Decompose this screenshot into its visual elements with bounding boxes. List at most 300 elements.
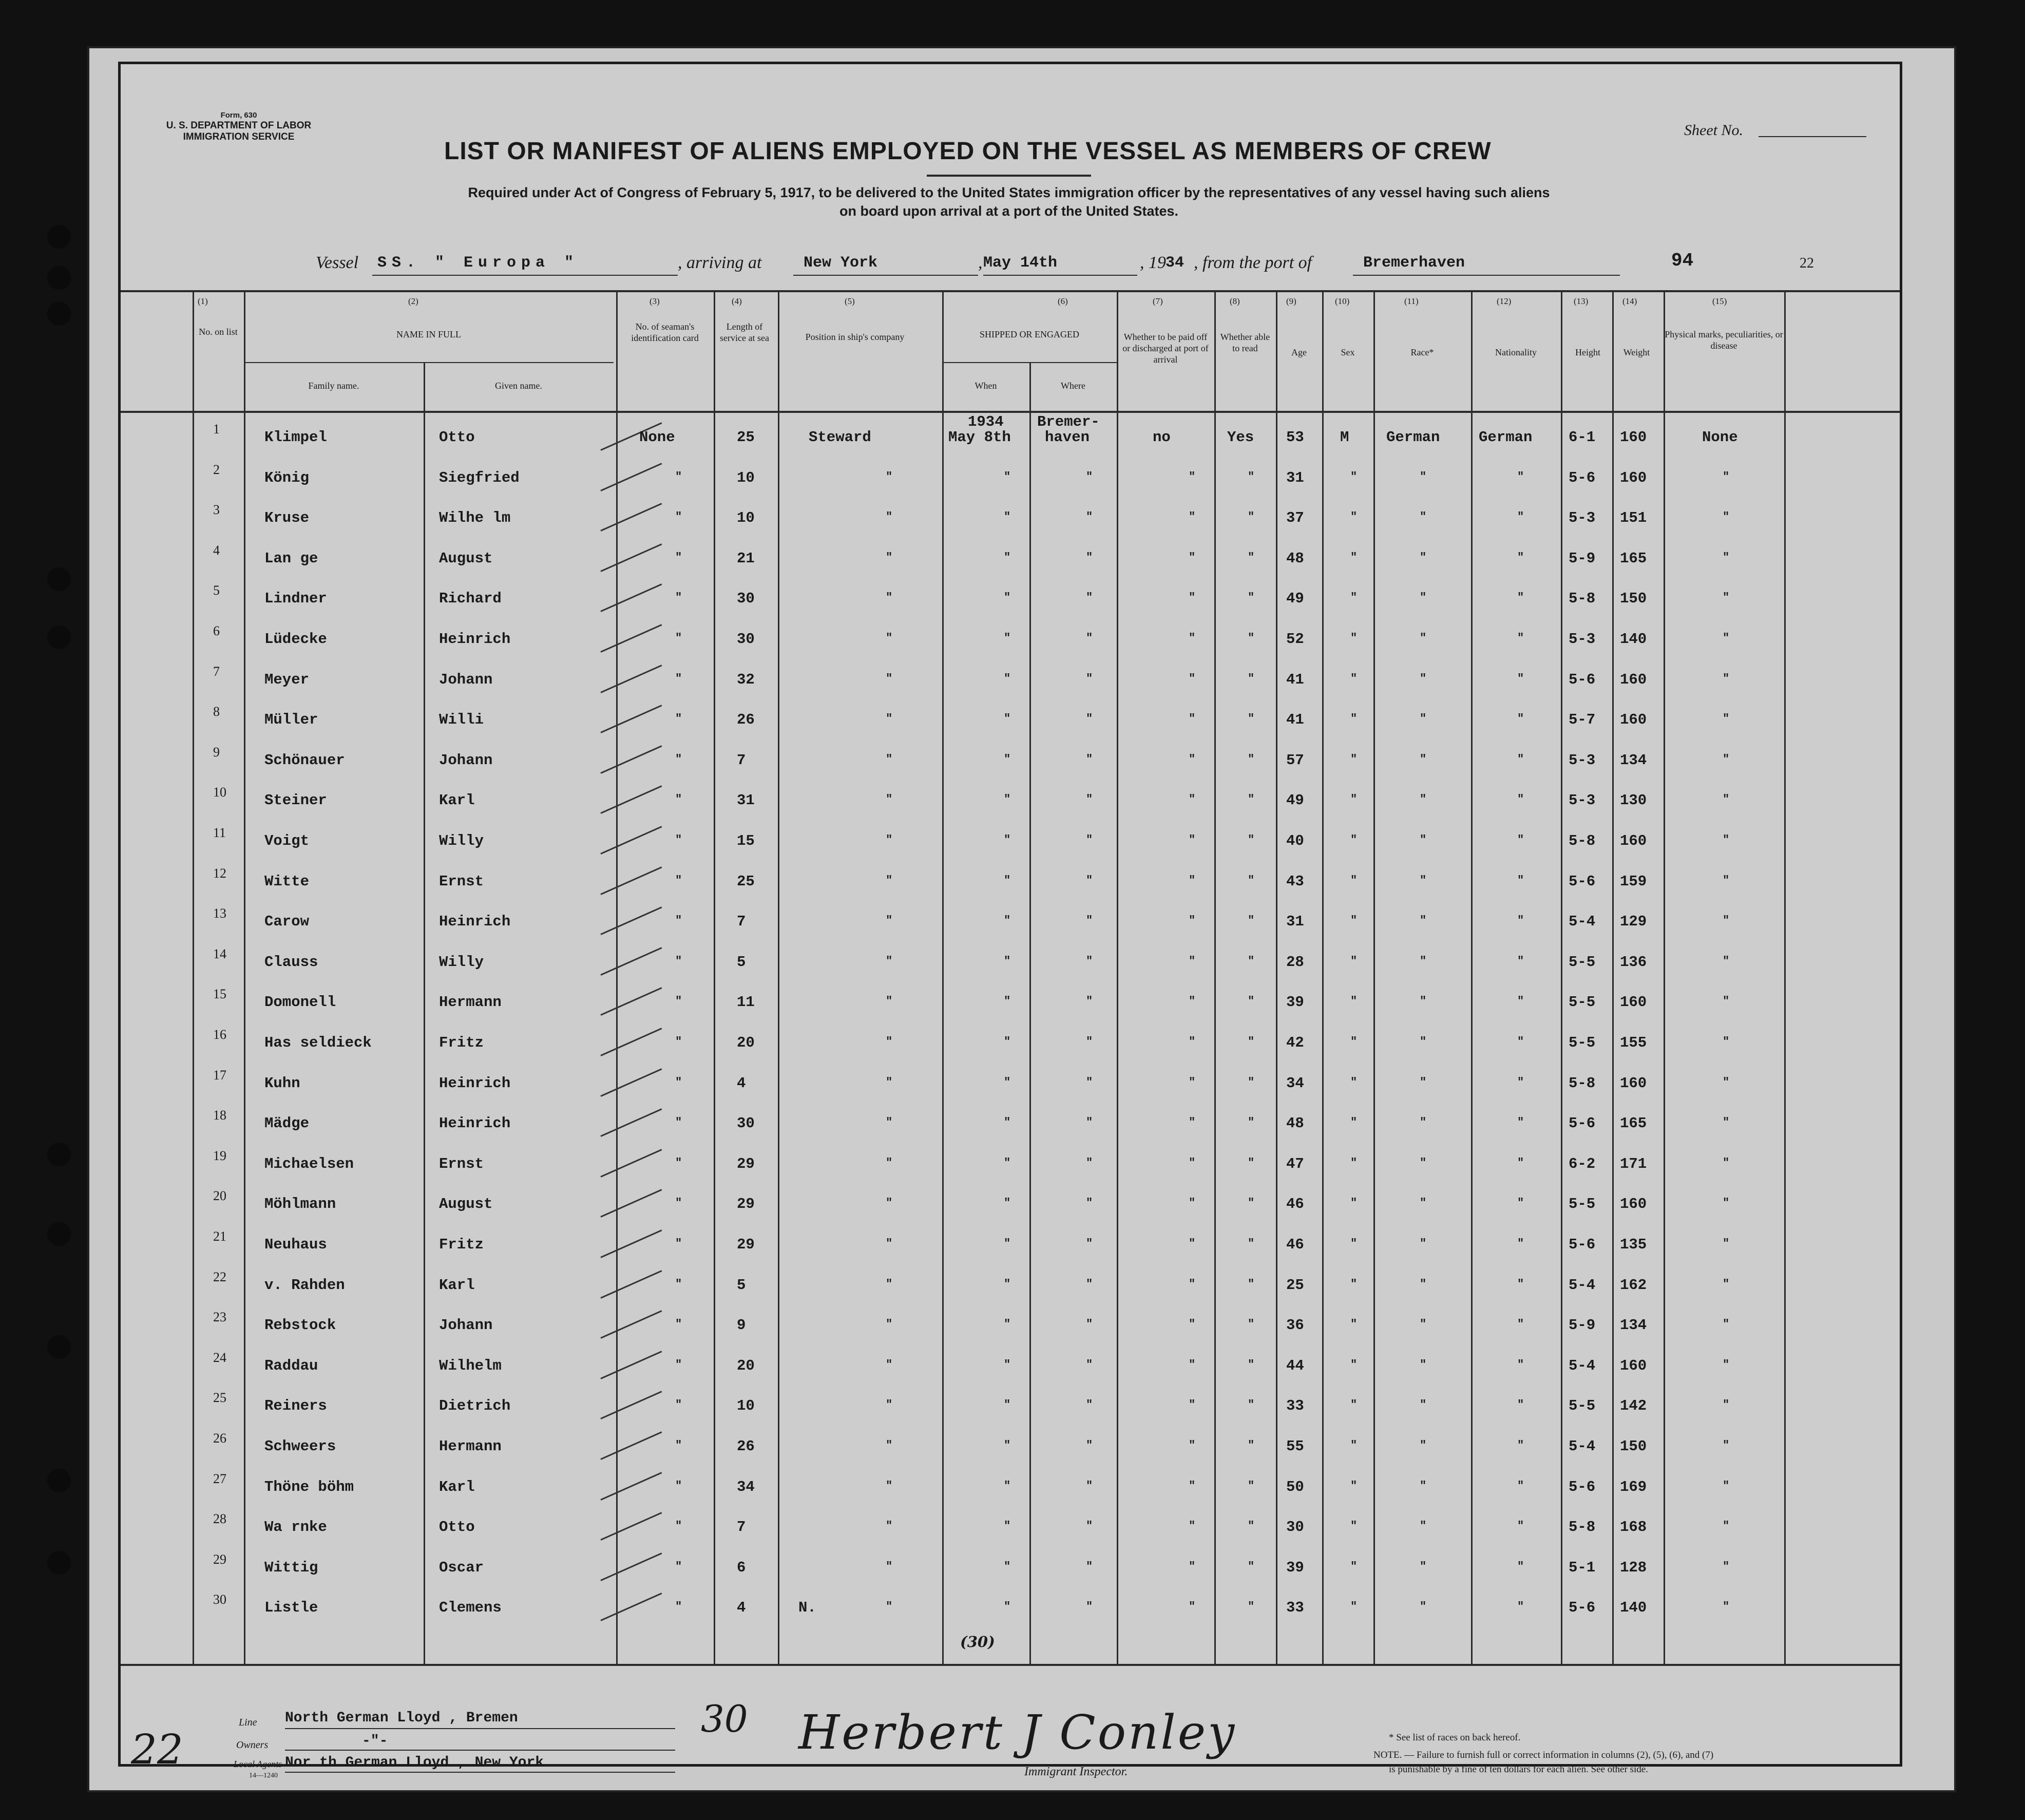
age: 46 bbox=[1286, 1196, 1304, 1212]
form-code: 14—1240 bbox=[249, 1772, 278, 1779]
tick-mark bbox=[600, 1472, 662, 1501]
row-number: 6 bbox=[213, 623, 220, 638]
paid-off-ditto: " bbox=[1189, 914, 1196, 927]
age: 43 bbox=[1286, 873, 1304, 890]
age: 49 bbox=[1286, 590, 1304, 607]
able-to-read-ditto: " bbox=[1248, 632, 1255, 644]
position-ditto: " bbox=[886, 1318, 893, 1331]
position-ditto: " bbox=[886, 914, 893, 927]
physical-marks-ditto: " bbox=[1723, 1398, 1730, 1411]
age: 37 bbox=[1286, 509, 1304, 526]
length-of-service: 34 bbox=[737, 1478, 755, 1495]
binder-hole bbox=[47, 1469, 71, 1492]
height: 5-5 bbox=[1569, 1034, 1596, 1051]
physical-marks-ditto: " bbox=[1723, 1035, 1730, 1048]
paid-off-ditto: " bbox=[1189, 793, 1196, 806]
age: 48 bbox=[1286, 1115, 1304, 1132]
nationality-ditto: " bbox=[1517, 1035, 1524, 1048]
able-to-read-ditto: " bbox=[1248, 1600, 1255, 1613]
row-number: 28 bbox=[213, 1511, 226, 1526]
able-to-read-ditto: " bbox=[1248, 1439, 1255, 1452]
age: 31 bbox=[1286, 913, 1304, 930]
tick-mark bbox=[600, 1270, 662, 1299]
family-name: Neuhaus bbox=[264, 1236, 327, 1253]
race-ditto: " bbox=[1420, 1318, 1427, 1331]
weight: 134 bbox=[1620, 1317, 1647, 1334]
height: 5-6 bbox=[1569, 671, 1596, 688]
family-name: Witte bbox=[264, 873, 310, 890]
seaman-id-ditto: " bbox=[675, 1560, 682, 1573]
weight: 142 bbox=[1620, 1397, 1647, 1414]
able-to-read-ditto: " bbox=[1248, 1278, 1255, 1291]
tick-mark bbox=[600, 987, 662, 1016]
shipped-where-1: Bremer- bbox=[1037, 413, 1100, 430]
race-ditto: " bbox=[1420, 470, 1427, 483]
sex-ditto: " bbox=[1350, 914, 1358, 927]
nationality-ditto: " bbox=[1517, 712, 1524, 725]
position-ditto: " bbox=[886, 1439, 893, 1452]
row-number: 1 bbox=[213, 422, 220, 437]
weight: 140 bbox=[1620, 1599, 1647, 1616]
column-number: (15) bbox=[1712, 296, 1727, 306]
physical-marks-ditto: " bbox=[1723, 1278, 1730, 1291]
header-position: Position in ship's company bbox=[805, 332, 905, 342]
height: 5-5 bbox=[1569, 1397, 1596, 1414]
race-ditto: " bbox=[1420, 1600, 1427, 1613]
shipped-when-ditto: " bbox=[1004, 833, 1011, 846]
given-name: Clemens bbox=[439, 1599, 502, 1616]
nationality-ditto: " bbox=[1517, 1358, 1524, 1371]
column-rule bbox=[1612, 290, 1614, 1664]
column-rule bbox=[778, 290, 779, 1664]
physical-marks-ditto: " bbox=[1723, 1116, 1730, 1129]
shipped-when-ditto: " bbox=[1004, 1520, 1011, 1532]
given-name: Johann bbox=[439, 1317, 493, 1334]
family-name: Michaelsen bbox=[264, 1155, 354, 1172]
agents-label: Local Agents bbox=[234, 1759, 282, 1769]
arriving-label: , arriving at bbox=[678, 253, 762, 272]
sex-ditto: " bbox=[1350, 753, 1358, 766]
sex-ditto: " bbox=[1350, 712, 1358, 725]
sex-ditto: " bbox=[1350, 1157, 1358, 1169]
weight: 151 bbox=[1620, 509, 1647, 526]
race-ditto: " bbox=[1420, 510, 1427, 523]
column-rule bbox=[1664, 290, 1665, 1664]
row-number: 3 bbox=[213, 502, 220, 517]
height: 5-6 bbox=[1569, 469, 1596, 486]
seaman-id-ditto: " bbox=[675, 1035, 682, 1048]
sex-ditto: " bbox=[1350, 470, 1358, 483]
nationality-ditto: " bbox=[1517, 793, 1524, 806]
seaman-id-ditto: " bbox=[675, 672, 682, 685]
length-of-service: 7 bbox=[737, 913, 746, 930]
family-name: Voigt bbox=[264, 832, 310, 849]
able-to-read-ditto: " bbox=[1248, 712, 1255, 725]
sex-ditto: " bbox=[1350, 1237, 1358, 1250]
shipped-when-ditto: " bbox=[1004, 1560, 1011, 1573]
header-when: When bbox=[975, 381, 997, 391]
shipped-where-ditto: " bbox=[1086, 1197, 1093, 1209]
shipped-when-year: 1934 bbox=[968, 413, 1004, 430]
position-ditto: " bbox=[886, 470, 893, 483]
paid-off-ditto: " bbox=[1189, 712, 1196, 725]
weight: 160 bbox=[1620, 994, 1647, 1011]
given-name: Karl bbox=[439, 1478, 475, 1495]
paid-off-ditto: " bbox=[1189, 591, 1196, 604]
line-label: Line bbox=[239, 1717, 257, 1728]
family-name: Steiner bbox=[264, 792, 327, 809]
length-of-service: 20 bbox=[737, 1034, 755, 1051]
nationality-ditto: " bbox=[1517, 510, 1524, 523]
height: 5-6 bbox=[1569, 1478, 1596, 1495]
given-name: Heinrich bbox=[439, 1115, 511, 1132]
able-to-read-ditto: " bbox=[1248, 874, 1255, 887]
weight: 155 bbox=[1620, 1034, 1647, 1051]
given-name: Karl bbox=[439, 792, 475, 809]
binder-hole bbox=[47, 1551, 71, 1575]
height: 5-8 bbox=[1569, 1519, 1596, 1535]
length-of-service: 26 bbox=[737, 711, 755, 728]
length-of-service: 30 bbox=[737, 631, 755, 648]
tick-mark bbox=[600, 583, 662, 612]
binder-hole bbox=[47, 1143, 71, 1166]
given-name: Fritz bbox=[439, 1236, 484, 1253]
nationality-ditto: " bbox=[1517, 1439, 1524, 1452]
sex-ditto: " bbox=[1350, 551, 1358, 564]
sex-ditto: " bbox=[1350, 833, 1358, 846]
column-number: (6) bbox=[1058, 296, 1068, 306]
shipped-where-ditto: " bbox=[1086, 1237, 1093, 1250]
height: 6-2 bbox=[1569, 1155, 1596, 1172]
seaman-id-ditto: " bbox=[675, 995, 682, 1008]
height: 5-4 bbox=[1569, 1357, 1596, 1374]
able-to-read-ditto: " bbox=[1248, 1197, 1255, 1209]
physical-marks-ditto: " bbox=[1723, 1157, 1730, 1169]
shipped-when-ditto: " bbox=[1004, 1157, 1011, 1169]
length-of-service: 6 bbox=[737, 1559, 746, 1576]
shipped-when-ditto: " bbox=[1004, 1398, 1011, 1411]
physical-marks-ditto: " bbox=[1723, 470, 1730, 483]
shipped-where-ditto: " bbox=[1086, 1035, 1093, 1048]
race-ditto: " bbox=[1420, 955, 1427, 968]
position-ditto: " bbox=[886, 1197, 893, 1209]
paid-off-ditto: " bbox=[1189, 1076, 1196, 1089]
row-number: 10 bbox=[213, 785, 226, 800]
sex-ditto: " bbox=[1350, 1278, 1358, 1291]
tick-mark bbox=[600, 1391, 662, 1419]
weight: 128 bbox=[1620, 1559, 1647, 1576]
header-seaman-id: No. of seaman's identification card bbox=[631, 321, 699, 343]
length-of-service: 20 bbox=[737, 1357, 755, 1374]
header-weight: Weight bbox=[1623, 347, 1650, 357]
nationality-ditto: " bbox=[1517, 1480, 1524, 1492]
nationality-ditto: " bbox=[1517, 753, 1524, 766]
race-ditto: " bbox=[1420, 874, 1427, 887]
column-rule bbox=[1471, 290, 1473, 1664]
physical-marks: None bbox=[1702, 429, 1738, 446]
binder-hole bbox=[47, 225, 71, 249]
column-rule bbox=[1117, 290, 1118, 1664]
race-ditto: " bbox=[1420, 1197, 1427, 1209]
nationality-ditto: " bbox=[1517, 874, 1524, 887]
height: 5-7 bbox=[1569, 711, 1596, 728]
column-rule bbox=[1029, 362, 1031, 1664]
column-rule bbox=[1214, 290, 1216, 1664]
shipped-when-ditto: " bbox=[1004, 551, 1011, 564]
inspector-label: Immigrant Inspector. bbox=[1024, 1765, 1128, 1778]
side-number: 22 bbox=[131, 1726, 183, 1773]
sex-ditto: " bbox=[1350, 1116, 1358, 1129]
fine-note-1: NOTE. — Failure to furnish full or correct information in columns (2), (5), (6), and (7) bbox=[1373, 1750, 1714, 1760]
given-name: Hermann bbox=[439, 994, 502, 1011]
family-name: König bbox=[264, 469, 310, 486]
nationality-ditto: " bbox=[1517, 1398, 1524, 1411]
shipped-when-ditto: " bbox=[1004, 1358, 1011, 1371]
height: 5-9 bbox=[1569, 1317, 1596, 1334]
paid-off-ditto: " bbox=[1189, 1278, 1196, 1291]
seaman-id-ditto: " bbox=[675, 470, 682, 483]
position-ditto: " bbox=[886, 1480, 893, 1492]
shipped-where-ditto: " bbox=[1086, 1116, 1093, 1129]
requirement-line-2: on board upon arrival at a port of the United States. bbox=[839, 203, 1179, 219]
row-number: 15 bbox=[213, 987, 226, 1001]
physical-marks-ditto: " bbox=[1723, 1560, 1730, 1573]
nationality-ditto: " bbox=[1517, 833, 1524, 846]
height: 5-8 bbox=[1569, 832, 1596, 849]
length-of-service: 7 bbox=[737, 1519, 746, 1535]
race-ditto: " bbox=[1420, 1076, 1427, 1089]
departure-port: Bremerhaven bbox=[1363, 254, 1465, 272]
shipped-where-ditto: " bbox=[1086, 1600, 1093, 1613]
height: 5-5 bbox=[1569, 1196, 1596, 1212]
physical-marks-ditto: " bbox=[1723, 1480, 1730, 1492]
height: 5-6 bbox=[1569, 1599, 1596, 1616]
shipped-where-ditto: " bbox=[1086, 1318, 1093, 1331]
total-count-mark: (30) bbox=[960, 1633, 995, 1651]
physical-marks-ditto: " bbox=[1723, 995, 1730, 1008]
row-number: 24 bbox=[213, 1350, 226, 1365]
paid-off-ditto: " bbox=[1189, 1157, 1196, 1169]
nationality-ditto: " bbox=[1517, 955, 1524, 968]
height: 5-3 bbox=[1569, 509, 1596, 526]
age: 48 bbox=[1286, 550, 1304, 567]
able-to-read-ditto: " bbox=[1248, 1076, 1255, 1089]
nationality-ditto: " bbox=[1517, 1076, 1524, 1089]
able-to-read-ditto: " bbox=[1248, 1560, 1255, 1573]
tick-mark bbox=[600, 1189, 662, 1218]
sheet-label: Sheet No. bbox=[1684, 122, 1743, 139]
seaman-id-ditto: " bbox=[675, 874, 682, 887]
sex-ditto: " bbox=[1350, 1076, 1358, 1089]
column-rule bbox=[714, 290, 715, 1664]
seaman-id-ditto: " bbox=[675, 1520, 682, 1532]
page-number: 94 bbox=[1671, 250, 1694, 271]
paid-off-ditto: " bbox=[1189, 632, 1196, 644]
race-ditto: " bbox=[1420, 1398, 1427, 1411]
row-number: 21 bbox=[213, 1229, 226, 1244]
physical-marks-ditto: " bbox=[1723, 712, 1730, 725]
physical-marks-ditto: " bbox=[1723, 753, 1730, 766]
sex-ditto: " bbox=[1350, 955, 1358, 968]
tick-mark bbox=[600, 1108, 662, 1137]
shipped-when-ditto: " bbox=[1004, 1439, 1011, 1452]
header-family-name: Family name. bbox=[308, 381, 359, 391]
length-of-service: 10 bbox=[737, 469, 755, 486]
position-ditto: " bbox=[886, 995, 893, 1008]
column-rule bbox=[1276, 290, 1277, 1664]
column-number: (11) bbox=[1404, 296, 1419, 306]
able-to-read-ditto: " bbox=[1248, 591, 1255, 604]
tick-mark bbox=[600, 1068, 662, 1097]
paid-off-ditto: " bbox=[1189, 510, 1196, 523]
sex-ditto: " bbox=[1350, 1439, 1358, 1452]
paid-off-ditto: " bbox=[1189, 753, 1196, 766]
sex-ditto: " bbox=[1350, 1520, 1358, 1532]
tick-mark bbox=[600, 503, 662, 532]
tick-mark bbox=[600, 1552, 662, 1581]
column-number: (4) bbox=[732, 296, 742, 306]
sex-ditto: " bbox=[1350, 1197, 1358, 1209]
column-rule bbox=[1561, 290, 1562, 1664]
able-to-read-ditto: " bbox=[1248, 914, 1255, 927]
physical-marks-ditto: " bbox=[1723, 1520, 1730, 1532]
shipped-when-ditto: " bbox=[1004, 470, 1011, 483]
physical-marks-ditto: " bbox=[1723, 1600, 1730, 1613]
length-of-service: 10 bbox=[737, 1397, 755, 1414]
family-name: Möhlmann bbox=[264, 1196, 336, 1212]
column-number: (2) bbox=[408, 296, 418, 306]
paid-off-ditto: " bbox=[1189, 955, 1196, 968]
sex-ditto: " bbox=[1350, 1318, 1358, 1331]
position-ditto: " bbox=[886, 1157, 893, 1169]
seaman-id-ditto: " bbox=[675, 914, 682, 927]
position-ditto: " bbox=[886, 1278, 893, 1291]
tick-mark bbox=[600, 543, 662, 572]
position-ditto: " bbox=[886, 1560, 893, 1573]
nationality-ditto: " bbox=[1517, 1197, 1524, 1209]
age: 42 bbox=[1286, 1034, 1304, 1051]
tick-mark bbox=[600, 463, 662, 491]
row-number: 19 bbox=[213, 1148, 226, 1163]
physical-marks-ditto: " bbox=[1723, 591, 1730, 604]
given-name: August bbox=[439, 1196, 493, 1212]
handwritten-count: 30 bbox=[701, 1697, 748, 1740]
row-number: 4 bbox=[213, 543, 220, 558]
shipped-when-ditto: " bbox=[1004, 753, 1011, 766]
seaman-id-ditto: " bbox=[675, 551, 682, 564]
shipped-where-ditto: " bbox=[1086, 1560, 1093, 1573]
age: 36 bbox=[1286, 1317, 1304, 1334]
age: 39 bbox=[1286, 1559, 1304, 1576]
column-rule bbox=[616, 290, 618, 1664]
able-to-read-ditto: " bbox=[1248, 672, 1255, 685]
position-ditto: " bbox=[886, 591, 893, 604]
paid-off-ditto: " bbox=[1189, 1116, 1196, 1129]
sex-ditto: " bbox=[1350, 510, 1358, 523]
length-of-service: 5 bbox=[737, 954, 746, 971]
length-of-service: 29 bbox=[737, 1196, 755, 1212]
binder-hole bbox=[47, 625, 71, 649]
weight: 160 bbox=[1620, 1075, 1647, 1092]
column-number: (10) bbox=[1335, 296, 1350, 306]
shipped-where-ditto: " bbox=[1086, 551, 1093, 564]
race: German bbox=[1386, 429, 1440, 446]
weight: 168 bbox=[1620, 1519, 1647, 1535]
shipped-where-ditto: " bbox=[1086, 1076, 1093, 1089]
shipped-when-ditto: " bbox=[1004, 995, 1011, 1008]
position-ditto: " bbox=[886, 833, 893, 846]
header-sex: Sex bbox=[1341, 347, 1355, 357]
race-ditto: " bbox=[1420, 1116, 1427, 1129]
given-name: Willy bbox=[439, 954, 484, 971]
tick-mark bbox=[600, 947, 662, 976]
shipped-when-ditto: " bbox=[1004, 955, 1011, 968]
height: 5-5 bbox=[1569, 954, 1596, 971]
given-name: Ernst bbox=[439, 1155, 484, 1172]
family-name: Kuhn bbox=[264, 1075, 300, 1092]
family-name: Meyer bbox=[264, 671, 310, 688]
sex-ditto: " bbox=[1350, 1480, 1358, 1492]
position-ditto: " bbox=[886, 551, 893, 564]
binder-hole bbox=[47, 1222, 71, 1246]
sex: M bbox=[1340, 429, 1349, 446]
age: 33 bbox=[1286, 1397, 1304, 1414]
family-name: Has seldieck bbox=[264, 1034, 372, 1051]
position-ditto: " bbox=[886, 510, 893, 523]
length-of-service: 29 bbox=[737, 1155, 755, 1172]
weight: 150 bbox=[1620, 1438, 1647, 1455]
seaman-id-ditto: " bbox=[675, 712, 682, 725]
tick-mark bbox=[600, 826, 662, 855]
header-nationality: Nationality bbox=[1495, 347, 1537, 357]
height: 5-4 bbox=[1569, 1277, 1596, 1294]
shipped-when-ditto: " bbox=[1004, 914, 1011, 927]
physical-marks-ditto: " bbox=[1723, 833, 1730, 846]
able-to-read-ditto: " bbox=[1248, 551, 1255, 564]
seaman-id-ditto: " bbox=[675, 1076, 682, 1089]
page-title: LIST OR MANIFEST OF ALIENS EMPLOYED ON THE VESSEL AS MEMBERS OF CREW bbox=[444, 138, 1492, 165]
shipped-where-ditto: " bbox=[1086, 1520, 1093, 1532]
age: 47 bbox=[1286, 1155, 1304, 1172]
family-name: Müller bbox=[264, 711, 318, 728]
paid-off-ditto: " bbox=[1189, 1237, 1196, 1250]
age: 44 bbox=[1286, 1357, 1304, 1374]
tick-mark bbox=[600, 1512, 662, 1541]
column-rule bbox=[1322, 290, 1324, 1664]
family-name: Lindner bbox=[264, 590, 327, 607]
column-rule bbox=[244, 290, 245, 1664]
tick-mark bbox=[600, 1229, 662, 1258]
sex-ditto: " bbox=[1350, 1358, 1358, 1371]
column-number: (5) bbox=[845, 296, 855, 306]
physical-marks-ditto: " bbox=[1723, 1197, 1730, 1209]
position-ditto: " bbox=[886, 1600, 893, 1613]
paid-off-ditto: " bbox=[1189, 672, 1196, 685]
shipped-where-ditto: " bbox=[1086, 672, 1093, 685]
given-name: Heinrich bbox=[439, 1075, 511, 1092]
row-number: 7 bbox=[213, 664, 220, 679]
row-number: 12 bbox=[213, 866, 226, 881]
shipped-where-ditto: " bbox=[1086, 955, 1093, 968]
age: 34 bbox=[1286, 1075, 1304, 1092]
seaman-id-ditto: " bbox=[675, 1197, 682, 1209]
shipped-when-ditto: " bbox=[1004, 793, 1011, 806]
shipped-when-ditto: " bbox=[1004, 1318, 1011, 1331]
family-name: Mädge bbox=[264, 1115, 310, 1132]
paid-off-ditto: " bbox=[1189, 833, 1196, 846]
race-note: * See list of races on back hereof. bbox=[1389, 1732, 1521, 1743]
paid-off-ditto: " bbox=[1189, 1480, 1196, 1492]
